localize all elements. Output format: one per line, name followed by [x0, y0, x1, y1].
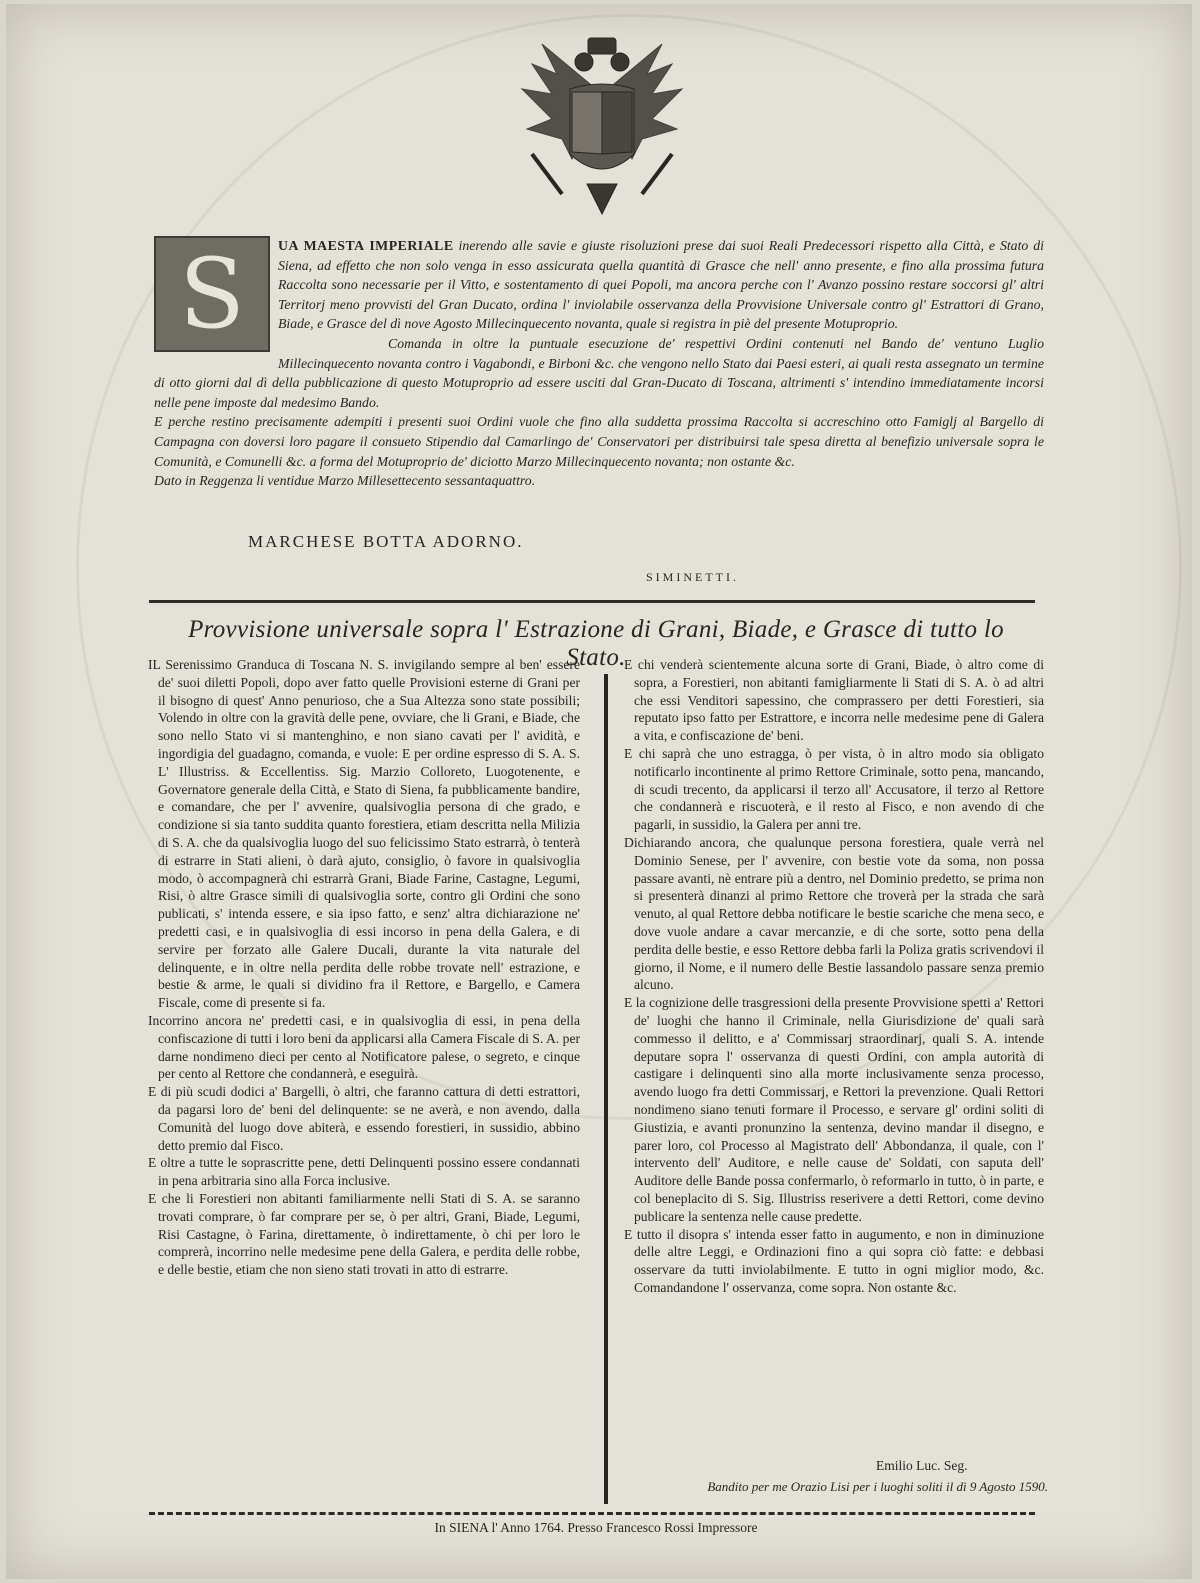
left-paragraph: Incorrino ancora ne' predetti casi, e in qualsivoglia di essi, in pena della confiscazione di tutti i loro beni da applicarsi alla Camera Fiscale di S. A. per darne nondimeno dieci per cento al Notificatore palese, o segreto, e cinque per cento al Rettore che condannerà, e eseguirà. — [148, 1012, 580, 1082]
separator-rule — [149, 600, 1035, 603]
document-sheet — [6, 4, 1192, 1579]
left-paragraph: E di più scudi dodici a' Bargelli, ò altri, che faranno cattura di detti estrattori, da pagarsi loro de' beni del delinquente: se ne averà, e non avendo, dalla Comunità del luogo dove abiterà, e essendo forestieri, in sussidio, abbino detto premio dal Fisco. — [148, 1084, 580, 1153]
right-paragraph: E chi saprà che uno estragga, ò per vista, ò in altro modo sia obligato notificarlo incontinente al primo Rettore Criminale, sotto pena, mancando, di scudi trecento, da applicarsi il terzo all' Accusatore, il terzo al Rettore che condannerà e riscuoterà, e il resto al Fisco, e non avendo di che pagarli, in sussidio, la Galera per anni tre. — [624, 745, 1044, 833]
sovereign-heading: UA MAESTA IMPERIALE — [278, 238, 454, 253]
proclamation-note: Bandito per me Orazio Lisi per i luoghi soliti il dì 9 Agosto 1590. — [707, 1479, 1048, 1494]
left-paragraph: E oltre a tutte le soprascritte pene, detti Delinquenti possino essere condannati in pena arbitraria sino alla Forca inclusive. — [148, 1155, 580, 1189]
closing-signer: Emilio Luc. Seg. — [876, 1458, 968, 1473]
proclamation-title: Provvisione universale sopra l' Estrazione di Grani, Biade, e Grasce di tutto lo Stato. — [188, 616, 1004, 671]
right-paragraph: E tutto il disopra s' intenda esser fatto in augumento, e non in diminuzione delle altre Leggi, e Ordinazioni fino a qui sopra ciò fatte: e debbasi osservare da tutti inviolabilmente. E tutto in ogni miglior modo, &c. Comandandone l' osservanza, come sopra. Non ostante &c. — [624, 1226, 1044, 1295]
right-paragraph: E chi venderà scientemente alcuna sorte di Grani, Biade, ò altro come di sopra, a Forestieri, non abitanti famigliarmente li Stati di S. A. ò ad altri che essi Venditori sapessino, che comprassero per detti Forestieri, sia reputato ipso fatto per Estrattore, e incorra nelle medesime pene di Galera a vita, e confiscazione de' beni. — [624, 657, 1044, 744]
right-column — [624, 656, 1044, 1297]
left-paragraph: IL Serenissimo Granduca di Toscana N. S. invigilando sempre al ben' essere de' suoi diletti Popoli, dopo aver fatto quelle Provisioni esterne di Grani per il bisogno di quest' Anno penurioso, che a Sua Altezza sono state possibili; Volendo in oltre con la gravità delle pene, ovviare, che li Grani, e Biade, che sono nello Stato vi si mantenghino, e non siano cavati per l' avidità, e ingordigia del guadagno, comanda, e vuole: E per ordine espresso di S. A. S. L' Illustriss. & Eccellentiss. Sig. Marzio Colloreto, Luogotenente, e Governatore generale della Città, e Stato di Siena, fa pubblicamente bandire, e comandare, che per l' avvenire, qualsivoglia persona di che grado, e condizione si sia tanto suddita quanto forestiera, etiam descritta nella Milizia di S. A. che da qualsivoglia luogo del suo felicissimo Stato estrarrà, ò tenterà di estrarre in Stati alieni, ò darà ajuto, consiglio, ò favore in qualsivoglia modo, ò accompagnerà chi estrarrà Grani, Biade Farine, Castagne, Legumi, Risi, ò altre Grasce simili di qualsivoglia sorte, contro gli Ordini che sono publicati, s' intenda essere, e sia ipso fatto, e senz' altra dichiarazione ne' predetti casi, e in qualsivoglia di essi incorso in pena della Galera, e di servire per forzato alle Galere Ducali, durante la vita naturale del delinquente, e in oltre nella perdita delle robbe trovate nell' estrazione, e bestie & arme, le quali si dividino fra il Rettore, e Bargello, e Camera Fiscale, come di presente si fa. — [148, 657, 580, 1011]
double-headed-eagle-crest-icon — [502, 34, 702, 219]
right-paragraph: E la cognizione delle trasgressioni della presente Provvisione spetti a' Rettori de' luoghi che hanno il Criminale, nella Giurisdizione de' quali sarà commesso il delitto, e a' Commissarj straordinarj, quali S. A. intende deputare sopra l' osservanza di questi Ordini, con ampla autorità di castigare i delinquenti sino alla morte inclusivamente senza processo, avendo luogo fra detti Commissarj, e Rettori la prevenzione. Quali Rettori nondimeno siano tenuti formare il Processo, e servare gl' ordini soliti di Giustizia, e avanti pronunzino la sentenza, devino mandar il disegno, e parer loro, col Processo al Magistrato dell' Abbondanza, il quale, con l' intervento dell' Auditore, e nelle cause de' Soldati, con saputa dell' Auditore delle Bande possa confermarlo, ò reformarlo in tutto, ò in parte, e col beneplacito di S. Sig. Illustriss reserivere a detti Rettori, come devino publicare la sentenza nelle cause predette. — [624, 995, 1044, 1224]
left-column — [148, 656, 580, 1279]
preamble-text-1: inerendo alle savie e giuste risoluzioni prese dai suoi Reali Predecessori rispetto alla Città, e Stato di Siena, ad effetto che non solo venga in esso assicurata quella quantità di Grasce che nell' anno presente, e fino alla prossima futura Raccolta sono necessarie per il Vitto, e sostentamento di quei Popoli, ma ancora perche con l' Avanzo possino restare soccorsi gl' altri Territorj meno provvisti del Gran Ducato, ordina l' inviolabile osservanza della Provvisione Universale contro gl' Estrattori di Grano, Biade, e Grasce del dì nove Agosto Millecinquecento novanta, quale si registra in piè del presente Motuproprio. — [278, 238, 1045, 332]
countersignature: SIMINETTI. — [646, 570, 739, 584]
column-divider — [604, 674, 608, 1504]
preamble-paragraph-2: Comanda in oltre la puntuale esecuzione de' respettivi Ordini contenuti nel Bando de' ventuno Luglio Millecinquecento novanta contro i Vagabondi, e Birboni &c. che vengono nello Stato dai Paesi esteri, ai quali resta assegnato un termine di otto giorni dal dì della pubblicazione di questo Motuproprio ad essere usciti dal Gran-Ducato di Toscana, altrimenti s' intendino immediatamente incorsi nelle pene imposte dal medesimo Bando. — [154, 335, 1044, 410]
initial-letter: S — [179, 238, 245, 350]
preamble — [154, 236, 1044, 491]
printer-imprint: In SIENA l' Anno 1764. Presso Francesco Rossi Impressore — [434, 1520, 758, 1535]
signature: MARCHESE BOTTA ADORNO. — [248, 532, 524, 551]
preamble-paragraph-3: E perche restino precisamente adempiti i presenti suoi Ordini vuole che fino alla suddetta prossima Raccolta si accreschino otto Famiglj al Bargello di Campagna con doversi loro pagare il consueto Stipendio dal Camarlingo de' Conservatori per distribuirsi tale spesa diretta al benefizio universale sopra le Comunità, e Comunelli &c. a forma del Motuproprio de' diciotto Marzo Millecinquecento novanta; non ostante &c. — [154, 414, 1044, 469]
footer-dashed-rule — [149, 1512, 1035, 1515]
right-paragraph: Dichiarando ancora, che qualunque persona forestiera, quale verrà nel Dominio Senese, per l' avvenire, con bestie vote da soma, non possa passare avanti, nè entrare più a dentro, nel Dominio predetto, se prima non si presenterà dinanzi al primo Rettore che troverà per la strada che sarà venuto, al qual Rettore debba notificare le bestie scariche che mena seco, e dove vuole andare a cavar mercanzie, e di che sorte, sotto pena della perdita delle bestie, e esso Rettore debba farli la Poliza gratis scrivendovi il giorno, il Nome, e il numero delle Bestie lassandolo passare senza premio alcuno. — [624, 834, 1044, 993]
left-paragraph: E che li Forestieri non abitanti familiarmente nelli Stati di S. A. se saranno trovati comprare, ò far comprare per se, ò per altri, Grani, Biade, Legumi, Risi Castagne, ò Farina, direttamente, ò indirettamente, ò chi per loro le comprerà, incorrino nelle medesime pene della Galera, e perdita delle robbe, e delle bestie, etiam che non sieno stati trovati in atto di estrarre. — [148, 1190, 580, 1278]
decorated-initial — [154, 236, 270, 352]
dated-line: Dato in Reggenza li ventidue Marzo Millesettecento sessantaquattro. — [154, 473, 536, 489]
preamble-paragraph-1 — [154, 236, 1044, 334]
